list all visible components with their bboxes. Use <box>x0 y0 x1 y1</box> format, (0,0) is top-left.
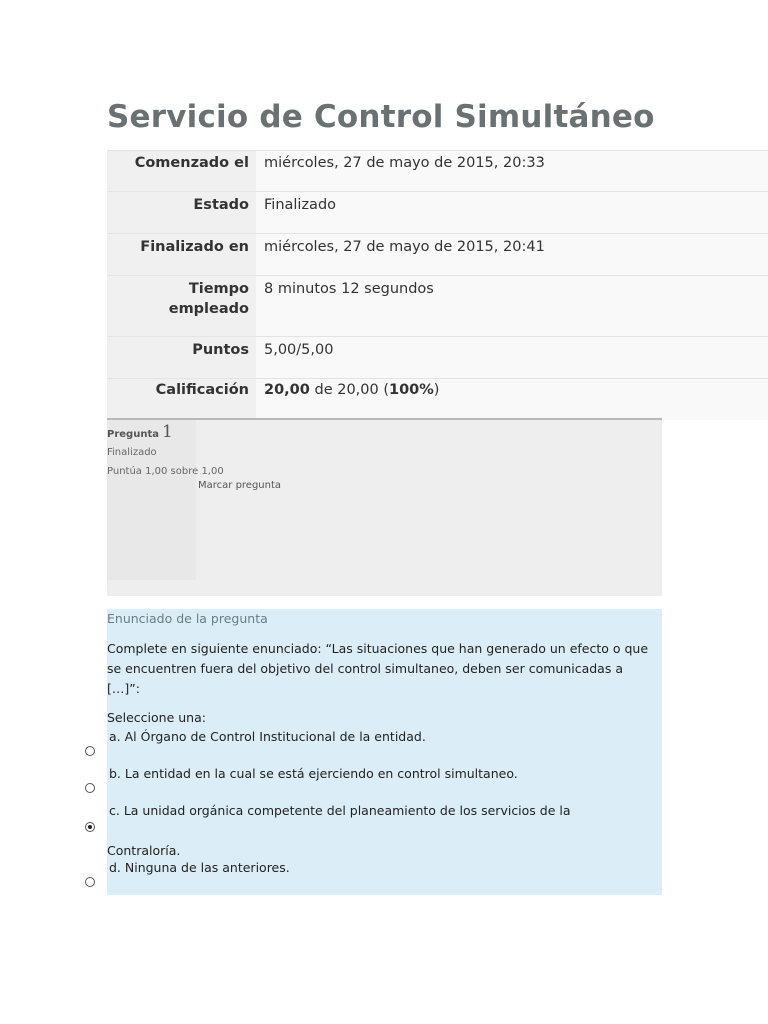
summary-label: Calificación <box>107 379 256 420</box>
summary-row-started <box>107 151 768 192</box>
question-content <box>107 609 662 895</box>
summary-value: 8 minutos 12 segundos <box>256 276 768 337</box>
summary-value <box>256 379 768 420</box>
option-c-label[interactable]: c. La unidad orgánica competente del planeamiento de los servicios de la <box>109 803 571 818</box>
question-heading: Enunciado de la pregunta <box>107 611 268 626</box>
question-number <box>107 422 173 442</box>
option-d-radio[interactable] <box>85 877 95 887</box>
question-info-column <box>107 420 196 580</box>
grade-score: 20,00 <box>264 382 310 398</box>
answer-prompt: Seleccione una: <box>107 710 206 725</box>
summary-row-time-taken <box>107 276 768 337</box>
page-title: Servicio de Control Simultáneo <box>107 99 655 135</box>
summary-value: miércoles, 27 de mayo de 2015, 20:41 <box>256 234 768 276</box>
option-b-radio[interactable] <box>85 783 95 793</box>
summary-value: miércoles, 27 de mayo de 2015, 20:33 <box>256 151 768 192</box>
option-b-label[interactable]: b. La entidad en la cual se está ejerciendo en control simultaneo. <box>109 766 518 781</box>
summary-value: Finalizado <box>256 192 768 234</box>
option-d-label[interactable]: d. Ninguna de las anteriores. <box>109 860 290 875</box>
question-number-label: Pregunta <box>107 429 159 440</box>
grade-of-text: de 20,00 ( <box>309 382 389 398</box>
question-info-panel <box>107 418 662 596</box>
summary-row-points <box>107 337 768 379</box>
option-a-label[interactable]: a. Al Órgano de Control Institucional de la entidad. <box>109 729 426 744</box>
summary-label: Puntos <box>107 337 256 379</box>
question-text: Complete en siguiente enunciado: “Las situaciones que han generado un efecto o que se encuentren fuera del objetivo del control simultaneo, deben ser comunicadas a […]”: <box>107 641 649 696</box>
option-c-radio[interactable] <box>85 822 95 832</box>
attempt-summary-table <box>107 150 768 420</box>
option-c-label-continued[interactable]: Contraloría. <box>107 843 181 858</box>
summary-row-grade <box>107 379 768 420</box>
summary-row-finished <box>107 234 768 276</box>
question-number-value: 1 <box>161 422 173 442</box>
summary-label: Tiempo empleado <box>107 276 256 337</box>
summary-row-state <box>107 192 768 234</box>
question-grade: Puntúa 1,00 sobre 1,00 <box>107 466 224 477</box>
summary-value: 5,00/5,00 <box>256 337 768 379</box>
left-margin <box>83 609 107 737</box>
option-a-radio[interactable] <box>85 746 95 756</box>
flag-question-link[interactable]: Marcar pregunta <box>198 480 282 491</box>
summary-label: Finalizado en <box>107 234 256 276</box>
summary-label: Comenzado el <box>107 151 256 192</box>
grade-close: ) <box>433 382 440 398</box>
question-state: Finalizado <box>107 447 157 458</box>
summary-label: Estado <box>107 192 256 234</box>
grade-percent: 100% <box>389 382 434 398</box>
